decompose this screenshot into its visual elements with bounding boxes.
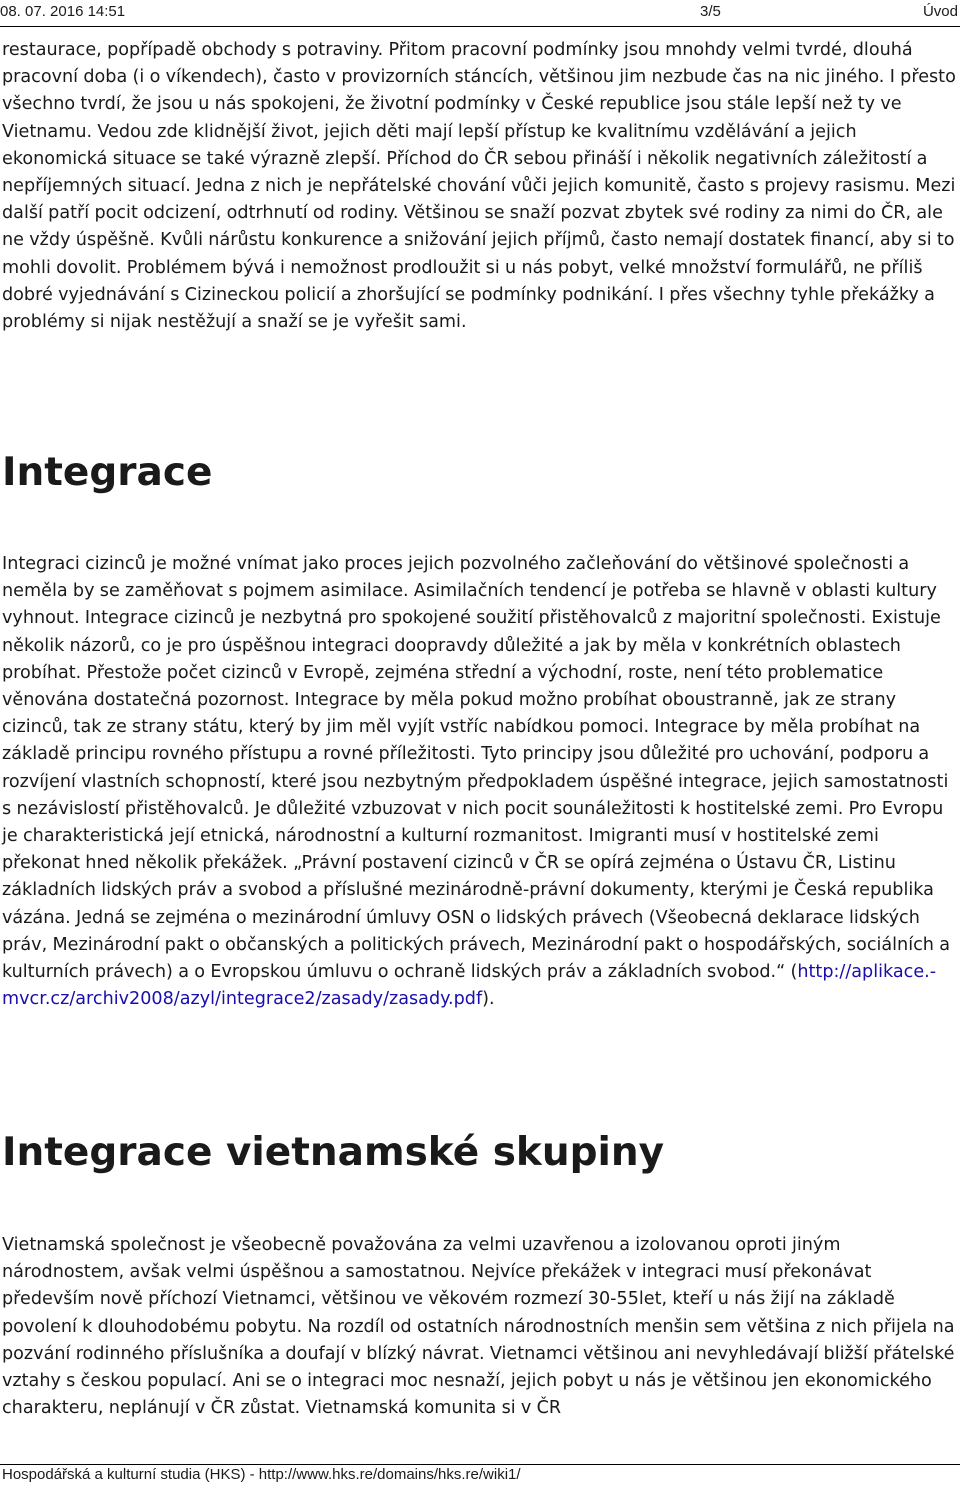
- page-number: 3/5: [700, 3, 721, 20]
- section-heading-integrace: Integrace: [2, 450, 213, 495]
- print-header: [0, 0, 960, 27]
- print-date: 08. 07. 2016 14:51: [0, 3, 126, 20]
- page-title: Úvod: [922, 3, 958, 20]
- body-paragraph-3: Vietnamská společnost je všeobecně považována za velmi uzavřenou a izolovanou oproti jiným národnostem, avšak velmi úspěšnou a samostatnou. Nejvíce překážek v integraci musí překonávat především nově příchozí Vietnamci, většinou ve věkovém rozmezí 30-55let, kteří u nás žijí na základě povolení k dlouhodobému pobytu. Na rozdíl od ostatních národnostních menšin sem většina z nich přijela na pozvání rodinného příslušníka a doufají v blízký návrat. Vietnamci většinou ani nevyhledávají bližší přátelské vztahy s českou populací. Ani se o integraci moc nesnaží, jejich pobyt u nás je většinou jen ekonomického charakteru, neplánují v ČR zůstat. Vietnamská komunita si v ČR: [2, 1235, 955, 1419]
- body-paragraph-2: [2, 551, 958, 1013]
- print-footer: Hospodářská a kulturní studia (HKS) - http://www.hks.re/domains/hks.re/wiki1/: [0, 1464, 960, 1485]
- section-heading-vietnamese-integration: Integrace vietnamské skupiny: [2, 1130, 665, 1175]
- body-paragraph-1: restaurace, popřípadě obchody s potraviny. Přitom pracovní podmínky jsou mnohdy velmi tvrdé, dlouhá pracovní doba (i o víkendech), často v provizorních stáncích, většinou jim nezbude čas na nic jiného. I přesto všechno tvrdí, že jsou u nás spokojeni, že životní podmínky v České republice jsou stále lepší než ty ve Vietnamu. Vedou zde klidnější život, jejich děti mají lepší přístup ke kvalitnímu vzdělávání a jejich ekonomická situace se také výrazně zlepší. Příchod do ČR sebou přináší i několik negativních záležitostí a nepříjemných situací. Jedna z nich je nepřátelské chování vůči jejich komunitě, často s projevy rasismu. Mezi další patří pocit odcizení, odtrhnutí od rodiny. Většinou se snaží pozvat zbytek své rodiny za nimi do ČR, ale ne vždy úspěšně. Kvůli nárůstu konkurence a snižování jejich příjmů, často nemají dostatek financí, aby si to mohli dovolit. Problémem bývá i nemožnost prodloužit si u nás pobyt, velké množství formulářů, ne příliš dobré vyjednávání s Cizineckou policií a zhoršující se podmínky podnikání. I přes všechny tyhle překážky a problémy si nijak nestěžují a snaží se je vyřešit sami.: [2, 40, 956, 333]
- paragraph-2-closing: ).: [482, 989, 495, 1010]
- paragraph-2-text: Integraci cizinců je možné vnímat jako proces jejich pozvolného začleňování do většinové společnosti a neměla by se zaměňovat s pojmem asimilace. Asimilačních tendencí je potřeba se hlavně v oblasti kultury vyhnout. Integrace cizinců je nezbytná pro spokojené soužití přistěhovalců z majoritní společnosti. Existuje několik názorů, co je pro úspěšnou integraci doopravdy důležité a jak by měla v konkrétních oblastech probíhat. Přestože počet cizinců v Evropě, zejména střední a východní, roste, není této problematice věnována dostatečná pozornost. Integrace by měla pokud možno probíhat oboustranně, jak ze strany cizinců, tak ze strany státu, který by jim měl vyjít vstříc nabídkou pomoci. Integrace by měla probíhat na základě principu rovného přístupu a rovné příležitosti. Tyto principy jsou důležité pro uchování, podporu a rozvíjení vlastních schopností, které jsou nezbytným předpokladem úspěšné integrace, jejich samostatnosti s nezávislostí přistěhovalců. Je důležité vzbuzovat v nich pocit sounáležitosti k hostitelské zemi. Pro Evropu je charakteristická její etnická, národnostní a kulturní rozmanitost. Imigranti musí v hostitelské zemi překonat hned několik překážek. „Právní postavení cizinců v ČR se opírá zejména o Ústavu ČR, Listinu základních lidských práv a svobod a příslušné mezinárodně-právní dokumenty, kterými je Česká republika vázána. Jedná se zejména o mezinárodní úmluvy OSN o lidských právech (Všeobecná deklarace lidských práv, Mezinárodní pakt o občanských a politických právech, Mezinárodní pakt o hospodářských, sociálních a kulturních právech) a o Evropskou úmluvu o ochraně lidských práv a základních svobod.“ (: [2, 554, 950, 983]
- source-link[interactable]: http://aplikace.-mvcr.cz/archiv2008/azyl/integrace2/zasady/zasady.pdf: [2, 962, 937, 1010]
